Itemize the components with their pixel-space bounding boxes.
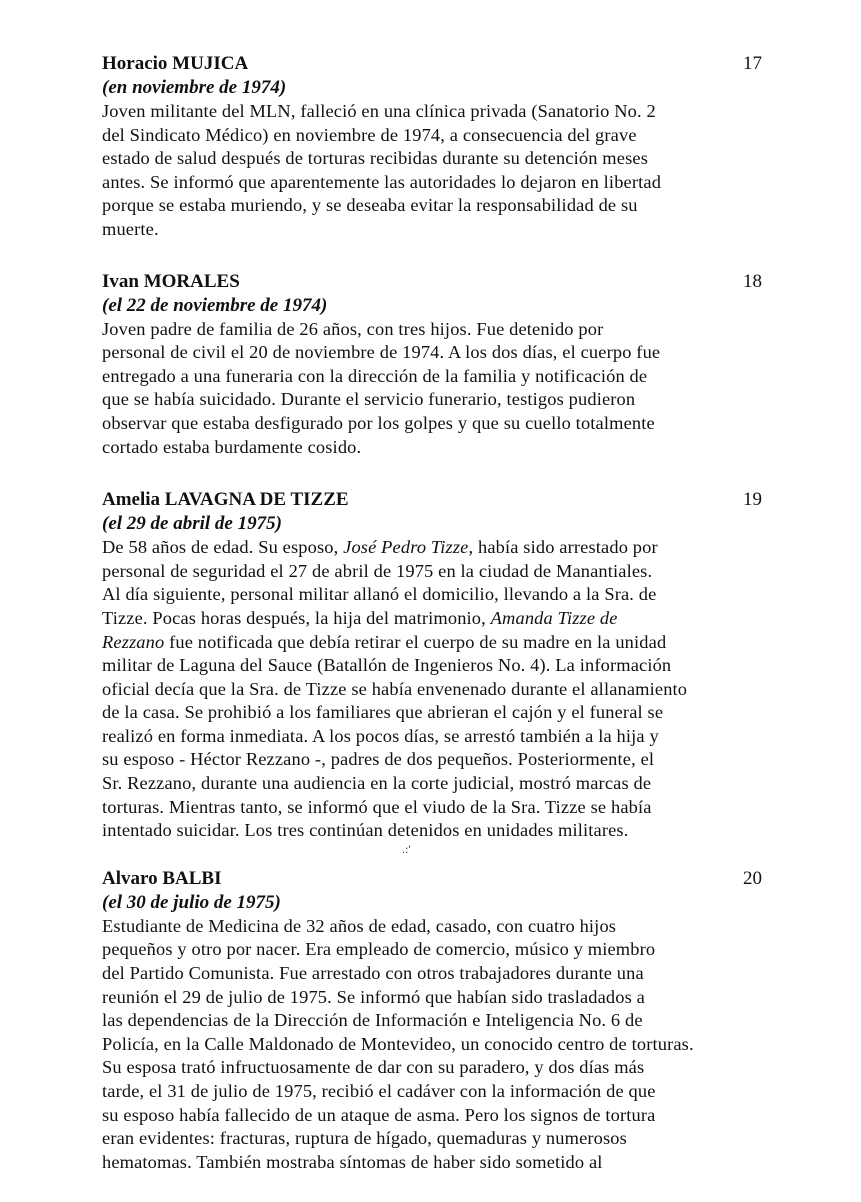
body-line: eran evidentes: fracturas, ruptura de hígado, quemaduras y numerosos (102, 1128, 627, 1149)
body-line: Joven padre de familia de 26 años, con tres hijos. Fue detenido por (102, 318, 604, 339)
body-line: muerte. (102, 218, 159, 239)
body-line: personal de civil el 20 de noviembre de 1974. A los dos días, el cuerpo fue (102, 342, 661, 363)
entry-number: 18 (743, 270, 762, 292)
italic-name: José Pedro Tizze (343, 537, 469, 558)
entry-body (102, 536, 762, 843)
italic-name: Amanda Tizze de (490, 607, 618, 628)
entry-number: 19 (743, 489, 762, 511)
body-line: cortado estaba burdamente cosido. (102, 436, 362, 457)
body-line (102, 583, 762, 607)
stray-mark: .:' (402, 841, 411, 856)
body-line: hematomas. También mostraba síntomas de haber sido sometido al (102, 1151, 603, 1172)
entry-number: 20 (743, 867, 762, 889)
entry-date: (en noviembre de 1974) (102, 77, 287, 98)
body-line: del Sindicato Médico) en noviembre de 1974, a consecuencia del grave (102, 124, 637, 145)
entry-name: Amelia LAVAGNA DE TIZZE (102, 489, 349, 511)
body-line: del Partido Comunista. Fue arrestado con otros trabajadores durante una (102, 963, 644, 984)
body-line: Su esposa trató infructuosamente de dar con su paradero, y dos días más (102, 1057, 645, 1078)
text-run: oficial decía que la Sra. de Tizze se había envenenado durante el allanamiento (102, 678, 688, 699)
body-line (102, 748, 762, 772)
body-line (102, 607, 762, 631)
text-run: Al día siguiente, personal militar allanó el domicilio, llevando a la Sra. de (102, 584, 657, 605)
body-line (102, 772, 762, 796)
body-line: estado de salud después de torturas recibidas durante su detención meses (102, 148, 649, 169)
entry-alvaro-balbi (102, 867, 762, 1175)
body-line (102, 796, 762, 820)
text-run: Tizze. Pocas horas después, la hija del matrimonio, (102, 607, 491, 628)
entry-horacio-mujica (102, 52, 762, 242)
document-page (102, 52, 762, 1202)
text-run: de la casa. Se prohibió a los familiares que abrieran el cajón y el funeral se (102, 702, 664, 723)
body-line (102, 725, 762, 749)
body-line: Policía, en la Calle Maldonado de Montevideo, un conocido centro de torturas. (102, 1033, 694, 1054)
body-line: antes. Se informó que aparentemente las autoridades lo dejaron en libertad (102, 171, 662, 192)
body-line: que se había suicidado. Durante el servicio funerario, testigos pudieron (102, 389, 636, 410)
body-line: pequeños y otro por nacer. Era empleado de comercio, músico y miembro (102, 939, 656, 960)
body-line: porque se estaba muriendo, y se deseaba evitar la responsabilidad de su (102, 195, 638, 216)
text-run: , había sido arrestado por (468, 537, 658, 558)
body-line: Estudiante de Medicina de 32 años de edad, casado, con cuatro hijos (102, 915, 617, 936)
text-run: Sr. Rezzano, durante una audiencia en la corte judicial, mostró marcas de (102, 773, 652, 794)
body-line: reunión el 29 de julio de 1975. Se informó que habían sido trasladados a (102, 986, 645, 1007)
entry-name: Horacio MUJICA (102, 53, 249, 74)
entry-name: Alvaro BALBI (102, 867, 222, 889)
body-line (102, 819, 762, 843)
entry-date: (el 22 de noviembre de 1974) (102, 294, 328, 316)
entry-body (102, 100, 762, 242)
italic-name: Rezzano (102, 631, 165, 652)
entry-date: (el 29 de abril de 1975) (102, 513, 282, 535)
text-run: realizó en forma inmediata. A los pocos días, se arrestó también a la hija y (102, 725, 659, 746)
body-line: tarde, el 31 de julio de 1975, recibió el cadáver con la información de que (102, 1081, 656, 1101)
entry-ivan-morales (102, 270, 762, 460)
entry-date: (el 30 de julio de 1975) (102, 891, 281, 913)
body-line: las dependencias de la Dirección de Información e Inteligencia No. 6 de (102, 1010, 643, 1031)
body-line (102, 654, 762, 678)
text-run: su esposo - Héctor Rezzano -, padres de dos pequeños. Posteriormente, el (102, 749, 655, 770)
entry-body (102, 318, 762, 460)
text-run: fue notificada que debía retirar el cuerpo de su madre en la unidad (164, 631, 667, 652)
body-line: Joven militante del MLN, falleció en una clínica privada (Sanatorio No. 2 (102, 101, 656, 121)
entry-amelia-lavagna-de-tizze (102, 488, 762, 857)
body-line (102, 536, 762, 560)
body-line (102, 701, 762, 725)
text-run: torturas. Mientras tanto, se informó que el viudo de la Sra. Tizze se había (102, 796, 652, 817)
body-line (102, 631, 762, 655)
text-run: militar de Laguna del Sauce (Batallón de Ingenieros No. 4). La información (102, 655, 672, 676)
text-run: personal de seguridad el 27 de abril de 1975 en la ciudad de Manantiales. (102, 560, 653, 581)
body-line (102, 560, 762, 584)
text-run: intentado suicidar. Los tres continúan detenidos en unidades militares. (102, 820, 629, 841)
body-line: observar que estaba desfigurado por los golpes y que su cuello totalmente (102, 412, 655, 433)
entry-number: 17 (743, 53, 762, 74)
body-line: entregado a una funeraria con la dirección de la familia y notificación de (102, 365, 648, 386)
body-line: su esposo había fallecido de un ataque de asma. Pero los signos de tortura (102, 1104, 656, 1125)
entry-body (102, 915, 762, 1175)
body-line (102, 678, 762, 702)
entry-name: Ivan MORALES (102, 270, 240, 292)
text-run: De 58 años de edad. Su esposo, (102, 537, 344, 558)
